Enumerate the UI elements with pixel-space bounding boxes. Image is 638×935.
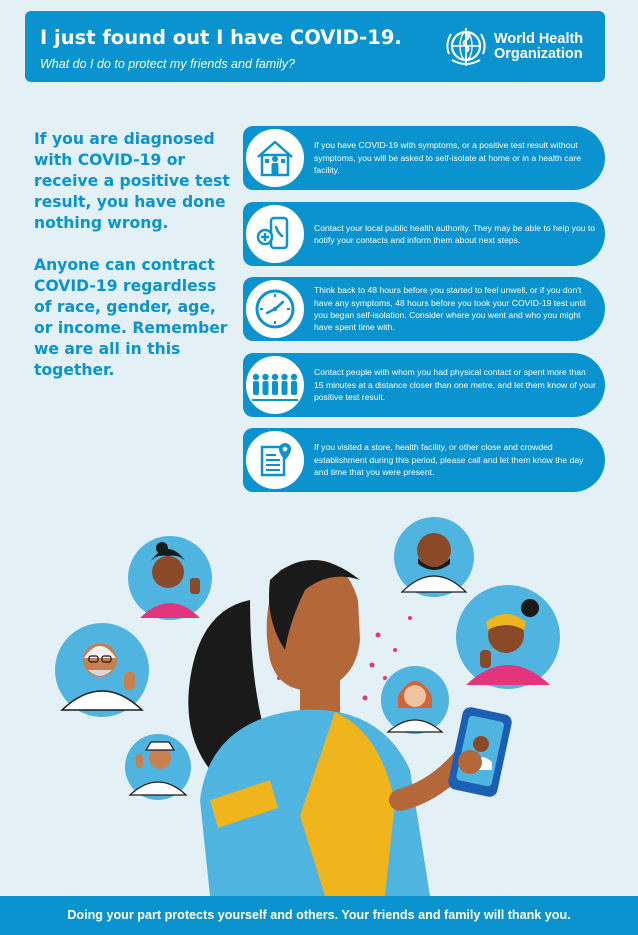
portrait-man-glasses-waving	[55, 623, 149, 717]
house-person-icon	[254, 137, 296, 179]
step-text-4: Contact people with whom you had physical contact or spent more than 15 minutes at a distance closer than one metre, and let them know of your positive test result.	[314, 367, 596, 403]
intro-paragraph-2: Anyone can contract COVID-19 regardless of race, gender, age, or income. Remember we are all in this together.	[34, 256, 228, 379]
step-card-1	[243, 126, 605, 190]
intro-paragraph-1: If you are diagnosed with COVID-19 or receive a positive test result, you have done nothing wrong.	[34, 130, 230, 232]
portrait-woman-thumbsup	[128, 536, 212, 620]
page-subtitle: What do I do to protect my friends and family?	[40, 57, 295, 71]
step-text-2: Contact your local public health authority. They may be able to help you to notify your contacts and inform them about next steps.	[314, 222, 596, 245]
phone-call-icon	[254, 213, 296, 255]
step-text-1: If you have COVID-19 with symptoms, or a positive test result without symptoms, you will be asked to self-isolate at home or in a health care facility.	[314, 140, 582, 176]
page-title: I just found out I have COVID-19.	[40, 26, 402, 49]
portrait-redhead-waving	[381, 666, 449, 734]
step-card-3	[243, 277, 605, 341]
woman-calling-illustration	[0, 500, 638, 896]
who-org-name: World Health Organization	[494, 31, 584, 62]
header-banner	[25, 11, 605, 82]
step-card-4	[243, 353, 605, 417]
step-text-3: Think back to 48 hours before you started to feel unwell, or if you don't have any symptoms, 48 hours before you took your COVID-19 test until you began self-isolation. Consider where you went and who you might have spent time with.	[314, 285, 586, 333]
people-group-icon	[250, 365, 300, 405]
step-card-2	[243, 202, 605, 266]
who-emblem-icon	[442, 24, 490, 70]
clock-icon	[253, 287, 297, 331]
portrait-woman-headscarf	[456, 585, 560, 689]
portrait-bald-man	[394, 517, 474, 597]
step-text-5: If you visited a store, health facility, or other close and crowded establishment during this period, please call and let them know the day and time that you were present.	[314, 442, 584, 478]
who-logo	[442, 24, 602, 70]
document-location-icon	[254, 439, 296, 481]
step-card-5	[243, 428, 605, 492]
intro-text	[34, 129, 232, 381]
footer-banner: Doing your part protects yourself and others. Your friends and family will thank you.	[0, 896, 638, 935]
portrait-man-hat-waving	[125, 734, 191, 800]
